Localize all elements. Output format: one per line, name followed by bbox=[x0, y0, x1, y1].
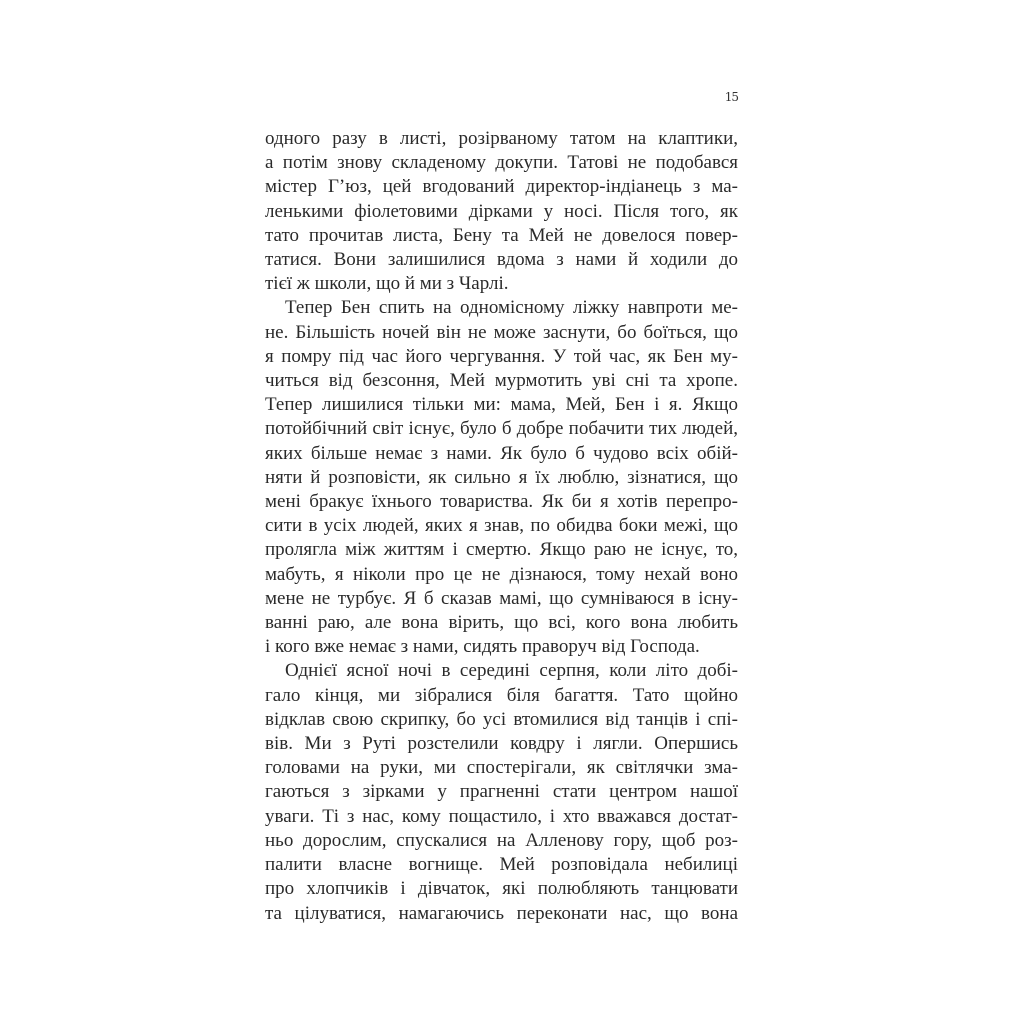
text-line: яких більше немає з нами. Як було б чудово всіх обій- bbox=[265, 442, 738, 464]
paragraph-start-line: Однієї ясної ночі в середині серпня, коли літо добі- bbox=[285, 660, 738, 682]
text-line: а потім знову складеному докупи. Татові не подобався bbox=[265, 152, 738, 174]
text-line: палити власне вогнище. Мей розповідала небилиці bbox=[265, 854, 738, 876]
text-line: няти й розповісти, як сильно я їх люблю, зізнатися, що bbox=[265, 466, 738, 488]
text-line: мабуть, я ніколи про це не дізнаюся, тому нехай воно bbox=[265, 563, 738, 585]
text-line: гало кінця, ми зібралися біля багаття. Тато щойно bbox=[265, 684, 738, 706]
text-line: тієї ж школи, що й ми з Чарлі. bbox=[265, 273, 509, 295]
text-line: одного разу в листі, розірваному татом на клаптики, bbox=[265, 128, 738, 149]
text-line: містер Г’юз, цей вгодований директор-індіанець з ма- bbox=[265, 176, 738, 198]
text-line: і кого вже немає з нами, сидять праворуч від Господа. bbox=[265, 636, 700, 658]
text-line: ванні раю, але вона вірить, що всі, кого вона любить bbox=[265, 612, 738, 634]
text-line: потойбічний світ існує, було б добре побачити тих людей, bbox=[265, 418, 738, 440]
text-line: сити в усіх людей, яких я знав, по обидва боки межі, що bbox=[265, 515, 738, 537]
text-line: тато прочитав листа, Бену та Мей не довелося повер- bbox=[265, 224, 738, 246]
text-line: та цілуватися, намагаючись переконати нас, що вона bbox=[265, 902, 738, 924]
text-line: ньо дорослим, спускалися на Алленову гору, щоб роз- bbox=[265, 829, 738, 851]
body-text bbox=[265, 127, 738, 926]
text-line: відклав свою скрипку, бо усі втомилися від танців і спі- bbox=[265, 708, 738, 730]
text-line: ленькими фіолетовими дірками у носі. Після того, як bbox=[265, 200, 738, 222]
text-line: про хлопчиків і дівчаток, які полюбляють танцювати bbox=[265, 878, 738, 900]
text-line: гаються з зірками у прагненні стати центром нашої bbox=[265, 781, 738, 803]
text-line: мені бракує їхнього товариства. Як би я хотів перепро- bbox=[265, 491, 738, 513]
text-line: я помру під час його чергування. У той час, як Бен му- bbox=[265, 345, 738, 367]
text-line: не. Більшість ночей він не може заснути, бо боїться, що bbox=[265, 321, 738, 343]
paragraph-start-line: Тепер Бен спить на одномісному ліжку навпроти ме- bbox=[285, 297, 738, 319]
text-line: уваги. Ті з нас, кому пощастило, і хто вважався достат- bbox=[265, 805, 738, 827]
text-line: татися. Вони залишилися вдома з нами й ходили до bbox=[265, 249, 738, 271]
text-line: мене не турбує. Я б сказав мамі, що сумніваюся в існу- bbox=[265, 587, 738, 609]
text-line: читься від безсоння, Мей мурмотить уві сні та хропе. bbox=[265, 370, 738, 392]
text-line: пролягла між життям і смертю. Якщо раю не існує, то, bbox=[265, 539, 738, 561]
text-line: головами на руки, ми спостерігали, як світлячки зма- bbox=[265, 757, 738, 779]
page-number: 15 bbox=[724, 90, 738, 104]
text-line: вів. Ми з Руті розстелили ковдру і лягли. Опершись bbox=[265, 733, 738, 755]
text-line: Тепер лишилися тільки ми: мама, Мей, Бен і я. Якщо bbox=[265, 394, 738, 416]
